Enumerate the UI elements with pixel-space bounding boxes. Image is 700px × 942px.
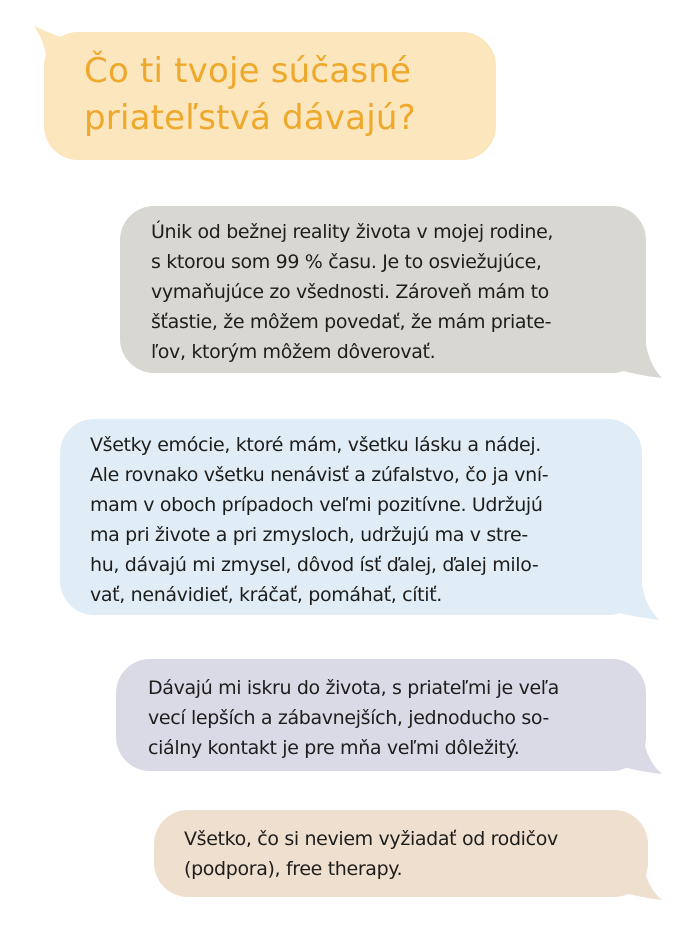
message-bubble-3 [116,659,646,771]
message-bubble-1 [120,206,646,373]
message-bubble-2 [60,419,642,615]
page-title [84,48,496,142]
message-text-3: Dávajú mi iskru do života, s priateľmi je veľa vecí lepších a zábavnejších, jednoducho so- ciálny kontakt je pre mňa veľmi dôležitý. [148,677,559,759]
message-text-1: Únik od bežnej reality života v mojej rodine, s ktorou som 99 % času. Je to osviežujúce, vymaňujúce zo všednosti. Zároveň mám to šťastie, že môžem povedať, že mám priate- ľov, ktorým môžem dôverovať. [151,221,554,363]
message-bubble-4 [154,810,648,897]
title-line-2: priateľstvá dávajú? [84,98,416,138]
title-line-1: Čo ti tvoje súčasné [84,51,412,91]
message-text-2: Všetky emócie, ktoré mám, všetku lásku a nádej. Ale rovnako všetku nenávisť a zúfalstvo, čo ja vní- mam v oboch prípadoch veľmi pozitívne. Udržujú ma pri živote a pri zmysloch, udržujú ma v stre- hu, dávajú mi zmysel, dôvod ísť ďalej, ďalej milo- vať, nenávidieť, kráčať, pomáhať, cítiť. [90,434,549,606]
message-text-4: Všetko, čo si neviem vyžiadať od rodičov (podpora), free therapy. [184,828,558,880]
title-bubble [44,32,496,160]
